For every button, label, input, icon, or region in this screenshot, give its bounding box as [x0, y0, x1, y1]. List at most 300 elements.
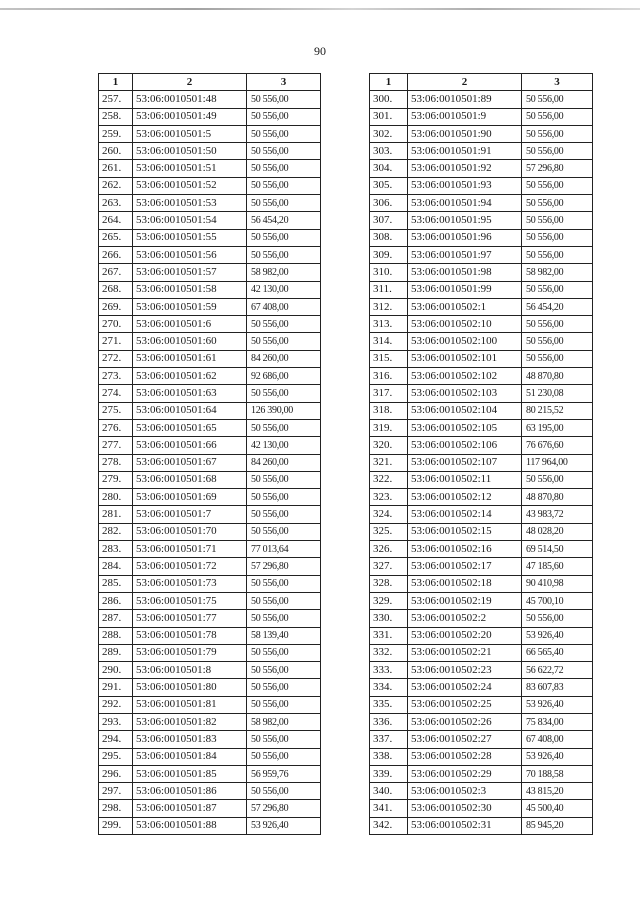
- value-cell: 50 556,00: [247, 696, 321, 713]
- table-row: [99, 713, 321, 730]
- value-cell: 47 185,60: [522, 558, 593, 575]
- value-cell: 50 556,00: [247, 489, 321, 506]
- row-number-cell: 318.: [370, 402, 408, 419]
- table-row: [99, 765, 321, 782]
- table-row: [370, 125, 593, 142]
- value-cell: 57 296,80: [247, 558, 321, 575]
- row-number-cell: 297.: [99, 783, 133, 800]
- table-row: [370, 177, 593, 194]
- cadastral-number-cell: 53:06:0010501:68: [133, 471, 247, 488]
- row-number-cell: 286.: [99, 592, 133, 609]
- row-number-cell: 299.: [99, 817, 133, 834]
- value-cell: 50 556,00: [247, 731, 321, 748]
- cadastral-number-cell: 53:06:0010501:70: [133, 523, 247, 540]
- cadastral-number-cell: 53:06:0010501:54: [133, 212, 247, 229]
- row-number-cell: 278.: [99, 454, 133, 471]
- cadastral-number-cell: 53:06:0010501:71: [133, 541, 247, 558]
- value-cell: 50 556,00: [522, 281, 593, 298]
- value-cell: 50 556,00: [247, 177, 321, 194]
- value-cell: 50 556,00: [247, 506, 321, 523]
- value-cell: 58 982,00: [247, 713, 321, 730]
- cadastral-number-cell: 53:06:0010501:81: [133, 696, 247, 713]
- row-number-cell: 336.: [370, 713, 408, 730]
- value-cell: 84 260,00: [247, 454, 321, 471]
- header-col-3: 3: [247, 74, 321, 91]
- row-number-cell: 290.: [99, 662, 133, 679]
- cadastral-number-cell: 53:06:0010501:59: [133, 298, 247, 315]
- cadastral-number-cell: 53:06:0010501:96: [408, 229, 522, 246]
- cadastral-number-cell: 53:06:0010502:102: [408, 368, 522, 385]
- table-row: [99, 143, 321, 160]
- row-number-cell: 303.: [370, 143, 408, 160]
- table-row: [99, 229, 321, 246]
- table-row: [370, 696, 593, 713]
- table-row: [370, 281, 593, 298]
- row-number-cell: 309.: [370, 246, 408, 263]
- row-number-cell: 280.: [99, 489, 133, 506]
- value-cell: 50 556,00: [247, 246, 321, 263]
- header-col-3: 3: [522, 74, 593, 91]
- table-row: [370, 558, 593, 575]
- cadastral-number-cell: 53:06:0010502:30: [408, 800, 522, 817]
- cadastral-number-cell: 53:06:0010501:77: [133, 610, 247, 627]
- row-number-cell: 282.: [99, 523, 133, 540]
- table-row: [99, 160, 321, 177]
- row-number-cell: 340.: [370, 783, 408, 800]
- value-cell: 84 260,00: [247, 350, 321, 367]
- row-number-cell: 324.: [370, 506, 408, 523]
- value-cell: 53 926,40: [522, 748, 593, 765]
- table-row: [99, 368, 321, 385]
- value-cell: 69 514,50: [522, 541, 593, 558]
- row-number-cell: 285.: [99, 575, 133, 592]
- value-cell: 50 556,00: [522, 333, 593, 350]
- value-cell: 50 556,00: [522, 246, 593, 263]
- value-cell: 50 556,00: [522, 143, 593, 160]
- value-cell: 50 556,00: [247, 91, 321, 108]
- cadastral-number-cell: 53:06:0010501:50: [133, 143, 247, 160]
- row-number-cell: 317.: [370, 385, 408, 402]
- row-number-cell: 308.: [370, 229, 408, 246]
- row-number-cell: 279.: [99, 471, 133, 488]
- cadastral-number-cell: 53:06:0010502:19: [408, 592, 522, 609]
- value-cell: 48 870,80: [522, 489, 593, 506]
- value-cell: 50 556,00: [247, 662, 321, 679]
- table-row: [99, 385, 321, 402]
- table-row: [99, 91, 321, 108]
- cadastral-number-cell: 53:06:0010502:21: [408, 644, 522, 661]
- value-cell: 50 556,00: [522, 471, 593, 488]
- table-row: [99, 298, 321, 315]
- table-row: [370, 610, 593, 627]
- value-cell: 50 556,00: [247, 316, 321, 333]
- row-number-cell: 337.: [370, 731, 408, 748]
- value-cell: 50 556,00: [247, 419, 321, 436]
- row-number-cell: 277.: [99, 437, 133, 454]
- row-number-cell: 341.: [370, 800, 408, 817]
- row-number-cell: 338.: [370, 748, 408, 765]
- value-cell: 43 815,20: [522, 783, 593, 800]
- table-row: [370, 437, 593, 454]
- row-number-cell: 262.: [99, 177, 133, 194]
- table-row: [99, 437, 321, 454]
- row-number-cell: 335.: [370, 696, 408, 713]
- row-number-cell: 301.: [370, 108, 408, 125]
- cadastral-number-cell: 53:06:0010501:5: [133, 125, 247, 142]
- cadastral-number-cell: 53:06:0010501:58: [133, 281, 247, 298]
- header-col-2: 2: [133, 74, 247, 91]
- row-number-cell: 264.: [99, 212, 133, 229]
- row-number-cell: 267.: [99, 264, 133, 281]
- value-cell: 42 130,00: [247, 437, 321, 454]
- value-cell: 56 454,20: [522, 298, 593, 315]
- value-cell: 50 556,00: [247, 471, 321, 488]
- value-cell: 50 556,00: [522, 229, 593, 246]
- table-row: [99, 402, 321, 419]
- table-row: [370, 506, 593, 523]
- row-number-cell: 274.: [99, 385, 133, 402]
- table-row: [370, 333, 593, 350]
- row-number-cell: 276.: [99, 419, 133, 436]
- table-row: [99, 575, 321, 592]
- value-cell: 50 556,00: [522, 91, 593, 108]
- cadastral-number-cell: 53:06:0010501:84: [133, 748, 247, 765]
- value-cell: 50 556,00: [522, 195, 593, 212]
- row-number-cell: 306.: [370, 195, 408, 212]
- row-number-cell: 295.: [99, 748, 133, 765]
- row-number-cell: 333.: [370, 662, 408, 679]
- cadastral-number-cell: 53:06:0010501:48: [133, 91, 247, 108]
- table-row: [99, 419, 321, 436]
- table-row: [99, 350, 321, 367]
- row-number-cell: 312.: [370, 298, 408, 315]
- row-number-cell: 298.: [99, 800, 133, 817]
- table-row: [370, 662, 593, 679]
- cadastral-number-cell: 53:06:0010502:25: [408, 696, 522, 713]
- row-number-cell: 304.: [370, 160, 408, 177]
- row-number-cell: 268.: [99, 281, 133, 298]
- value-cell: 50 556,00: [247, 108, 321, 125]
- cadastral-number-cell: 53:06:0010501:6: [133, 316, 247, 333]
- row-number-cell: 326.: [370, 541, 408, 558]
- table-row: [370, 592, 593, 609]
- cadastral-number-cell: 53:06:0010502:1: [408, 298, 522, 315]
- table-row: [99, 662, 321, 679]
- cadastral-number-cell: 53:06:0010501:82: [133, 713, 247, 730]
- row-number-cell: 258.: [99, 108, 133, 125]
- table-row: [99, 195, 321, 212]
- cadastral-number-cell: 53:06:0010501:99: [408, 281, 522, 298]
- table-row: [370, 765, 593, 782]
- row-number-cell: 329.: [370, 592, 408, 609]
- cadastral-number-cell: 53:06:0010501:85: [133, 765, 247, 782]
- value-cell: 67 408,00: [522, 731, 593, 748]
- left-table-header-row: [99, 74, 321, 91]
- cadastral-number-cell: 53:06:0010502:31: [408, 817, 522, 834]
- table-row: [99, 125, 321, 142]
- table-row: [370, 385, 593, 402]
- row-number-cell: 263.: [99, 195, 133, 212]
- cadastral-number-cell: 53:06:0010501:97: [408, 246, 522, 263]
- cadastral-number-cell: 53:06:0010501:49: [133, 108, 247, 125]
- cadastral-number-cell: 53:06:0010501:93: [408, 177, 522, 194]
- header-col-1: 1: [99, 74, 133, 91]
- table-row: [99, 558, 321, 575]
- value-cell: 66 565,40: [522, 644, 593, 661]
- value-cell: 67 408,00: [247, 298, 321, 315]
- cadastral-number-cell: 53:06:0010502:14: [408, 506, 522, 523]
- row-number-cell: 305.: [370, 177, 408, 194]
- cadastral-number-cell: 53:06:0010502:26: [408, 713, 522, 730]
- cadastral-number-cell: 53:06:0010501:64: [133, 402, 247, 419]
- value-cell: 50 556,00: [522, 610, 593, 627]
- cadastral-number-cell: 53:06:0010501:7: [133, 506, 247, 523]
- value-cell: 50 556,00: [247, 229, 321, 246]
- cadastral-number-cell: 53:06:0010502:101: [408, 350, 522, 367]
- value-cell: 85 945,20: [522, 817, 593, 834]
- row-number-cell: 322.: [370, 471, 408, 488]
- cadastral-number-cell: 53:06:0010501:66: [133, 437, 247, 454]
- table-row: [370, 419, 593, 436]
- right-table-header-row: [370, 74, 593, 91]
- row-number-cell: 273.: [99, 368, 133, 385]
- table-row: [99, 627, 321, 644]
- row-number-cell: 331.: [370, 627, 408, 644]
- table-row: [99, 177, 321, 194]
- value-cell: 50 556,00: [522, 177, 593, 194]
- value-cell: 80 215,52: [522, 402, 593, 419]
- value-cell: 77 013,64: [247, 541, 321, 558]
- cadastral-number-cell: 53:06:0010502:105: [408, 419, 522, 436]
- row-number-cell: 266.: [99, 246, 133, 263]
- table-row: [99, 264, 321, 281]
- table-row: [370, 350, 593, 367]
- table-row: [370, 644, 593, 661]
- cadastral-number-cell: 53:06:0010501:78: [133, 627, 247, 644]
- value-cell: 50 556,00: [522, 316, 593, 333]
- cadastral-number-cell: 53:06:0010501:56: [133, 246, 247, 263]
- cadastral-number-cell: 53:06:0010501:53: [133, 195, 247, 212]
- value-cell: 50 556,00: [247, 575, 321, 592]
- cadastral-number-cell: 53:06:0010502:29: [408, 765, 522, 782]
- table-row: [370, 489, 593, 506]
- row-number-cell: 281.: [99, 506, 133, 523]
- cadastral-number-cell: 53:06:0010502:27: [408, 731, 522, 748]
- cadastral-number-cell: 53:06:0010501:65: [133, 419, 247, 436]
- cadastral-number-cell: 53:06:0010502:11: [408, 471, 522, 488]
- cadastral-number-cell: 53:06:0010502:103: [408, 385, 522, 402]
- row-number-cell: 288.: [99, 627, 133, 644]
- table-row: [99, 108, 321, 125]
- row-number-cell: 275.: [99, 402, 133, 419]
- table-row: [99, 541, 321, 558]
- cadastral-number-cell: 53:06:0010501:57: [133, 264, 247, 281]
- table-row: [370, 246, 593, 263]
- cadastral-number-cell: 53:06:0010502:10: [408, 316, 522, 333]
- value-cell: 50 556,00: [247, 385, 321, 402]
- scan-top-rule: [0, 8, 640, 10]
- value-cell: 92 686,00: [247, 368, 321, 385]
- cadastral-number-cell: 53:06:0010501:9: [408, 108, 522, 125]
- row-number-cell: 321.: [370, 454, 408, 471]
- cadastral-number-cell: 53:06:0010501:62: [133, 368, 247, 385]
- table-row: [99, 800, 321, 817]
- cadastral-number-cell: 53:06:0010501:83: [133, 731, 247, 748]
- cadastral-number-cell: 53:06:0010501:61: [133, 350, 247, 367]
- cadastral-number-cell: 53:06:0010502:18: [408, 575, 522, 592]
- row-number-cell: 296.: [99, 765, 133, 782]
- value-cell: 75 834,00: [522, 713, 593, 730]
- value-cell: 53 926,40: [522, 696, 593, 713]
- cadastral-number-cell: 53:06:0010502:104: [408, 402, 522, 419]
- row-number-cell: 259.: [99, 125, 133, 142]
- table-row: [99, 610, 321, 627]
- row-number-cell: 314.: [370, 333, 408, 350]
- value-cell: 48 870,80: [522, 368, 593, 385]
- row-number-cell: 270.: [99, 316, 133, 333]
- table-row: [99, 489, 321, 506]
- row-number-cell: 316.: [370, 368, 408, 385]
- cadastral-number-cell: 53:06:0010502:107: [408, 454, 522, 471]
- cadastral-number-cell: 53:06:0010501:80: [133, 679, 247, 696]
- row-number-cell: 300.: [370, 91, 408, 108]
- table-row: [370, 91, 593, 108]
- table-row: [99, 644, 321, 661]
- cadastral-number-cell: 53:06:0010502:24: [408, 679, 522, 696]
- row-number-cell: 302.: [370, 125, 408, 142]
- table-row: [99, 454, 321, 471]
- value-cell: 50 556,00: [247, 143, 321, 160]
- table-row: [370, 748, 593, 765]
- left-table: [98, 73, 321, 835]
- row-number-cell: 319.: [370, 419, 408, 436]
- table-row: [370, 575, 593, 592]
- value-cell: 58 982,00: [522, 264, 593, 281]
- table-row: [99, 281, 321, 298]
- row-number-cell: 257.: [99, 91, 133, 108]
- table-row: [370, 523, 593, 540]
- row-number-cell: 310.: [370, 264, 408, 281]
- value-cell: 57 296,80: [247, 800, 321, 817]
- row-number-cell: 287.: [99, 610, 133, 627]
- cadastral-number-cell: 53:06:0010502:2: [408, 610, 522, 627]
- table-row: [99, 523, 321, 540]
- table-row: [370, 195, 593, 212]
- value-cell: 50 556,00: [247, 125, 321, 142]
- value-cell: 42 130,00: [247, 281, 321, 298]
- row-number-cell: 323.: [370, 489, 408, 506]
- table-row: [370, 316, 593, 333]
- value-cell: 50 556,00: [247, 748, 321, 765]
- value-cell: 58 139,40: [247, 627, 321, 644]
- value-cell: 50 556,00: [247, 644, 321, 661]
- table-row: [370, 298, 593, 315]
- cadastral-number-cell: 53:06:0010501:87: [133, 800, 247, 817]
- table-row: [99, 592, 321, 609]
- cadastral-number-cell: 53:06:0010501:55: [133, 229, 247, 246]
- value-cell: 90 410,98: [522, 575, 593, 592]
- row-number-cell: 294.: [99, 731, 133, 748]
- table-row: [99, 316, 321, 333]
- cadastral-number-cell: 53:06:0010501:95: [408, 212, 522, 229]
- table-row: [99, 783, 321, 800]
- table-row: [370, 731, 593, 748]
- cadastral-number-cell: 53:06:0010501:98: [408, 264, 522, 281]
- value-cell: 70 188,58: [522, 765, 593, 782]
- row-number-cell: 283.: [99, 541, 133, 558]
- row-number-cell: 342.: [370, 817, 408, 834]
- value-cell: 126 390,00: [247, 402, 321, 419]
- row-number-cell: 265.: [99, 229, 133, 246]
- header-col-1: 1: [370, 74, 408, 91]
- cadastral-number-cell: 53:06:0010502:17: [408, 558, 522, 575]
- table-row: [370, 368, 593, 385]
- row-number-cell: 289.: [99, 644, 133, 661]
- table-row: [370, 679, 593, 696]
- table-row: [370, 229, 593, 246]
- value-cell: 50 556,00: [247, 333, 321, 350]
- cadastral-number-cell: 53:06:0010501:63: [133, 385, 247, 402]
- row-number-cell: 271.: [99, 333, 133, 350]
- table-row: [99, 817, 321, 834]
- row-number-cell: 311.: [370, 281, 408, 298]
- row-number-cell: 334.: [370, 679, 408, 696]
- row-number-cell: 293.: [99, 713, 133, 730]
- table-row: [370, 264, 593, 281]
- table-row: [99, 731, 321, 748]
- row-number-cell: 328.: [370, 575, 408, 592]
- table-row: [370, 143, 593, 160]
- table-row: [99, 246, 321, 263]
- cadastral-number-cell: 53:06:0010501:52: [133, 177, 247, 194]
- cadastral-number-cell: 53:06:0010501:90: [408, 125, 522, 142]
- value-cell: 117 964,00: [522, 454, 593, 471]
- value-cell: 53 926,40: [522, 627, 593, 644]
- table-row: [370, 212, 593, 229]
- cadastral-number-cell: 53:06:0010502:3: [408, 783, 522, 800]
- value-cell: 50 556,00: [247, 160, 321, 177]
- cadastral-number-cell: 53:06:0010502:106: [408, 437, 522, 454]
- cadastral-number-cell: 53:06:0010502:15: [408, 523, 522, 540]
- table-row: [99, 506, 321, 523]
- table-row: [99, 471, 321, 488]
- table-row: [370, 471, 593, 488]
- row-number-cell: 325.: [370, 523, 408, 540]
- cadastral-number-cell: 53:06:0010501:86: [133, 783, 247, 800]
- value-cell: 50 556,00: [247, 679, 321, 696]
- value-cell: 45 700,10: [522, 592, 593, 609]
- value-cell: 50 556,00: [522, 125, 593, 142]
- table-row: [370, 402, 593, 419]
- table-row: [370, 783, 593, 800]
- cadastral-number-cell: 53:06:0010501:89: [408, 91, 522, 108]
- value-cell: 56 959,76: [247, 765, 321, 782]
- table-row: [370, 817, 593, 834]
- row-number-cell: 307.: [370, 212, 408, 229]
- value-cell: 83 607,83: [522, 679, 593, 696]
- value-cell: 53 926,40: [247, 817, 321, 834]
- value-cell: 50 556,00: [522, 108, 593, 125]
- table-row: [370, 160, 593, 177]
- value-cell: 58 982,00: [247, 264, 321, 281]
- value-cell: 43 983,72: [522, 506, 593, 523]
- row-number-cell: 320.: [370, 437, 408, 454]
- value-cell: 50 556,00: [247, 610, 321, 627]
- cadastral-number-cell: 53:06:0010501:67: [133, 454, 247, 471]
- row-number-cell: 332.: [370, 644, 408, 661]
- page-number: 90: [314, 44, 326, 58]
- value-cell: 63 195,00: [522, 419, 593, 436]
